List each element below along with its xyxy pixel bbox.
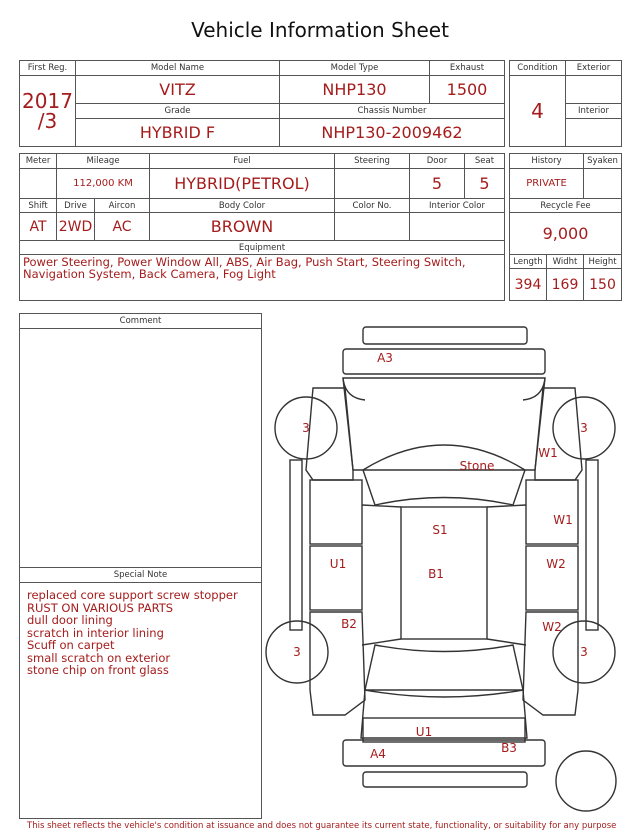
- steering-value: [335, 169, 410, 199]
- seat-label: Seat: [465, 154, 505, 169]
- interior-color-label: Interior Color: [410, 199, 505, 213]
- body-color-value: BROWN: [150, 213, 335, 241]
- fuel-label: Fuel: [150, 154, 335, 169]
- special-note-panel: [19, 567, 262, 819]
- tire-fl-grade: 3: [302, 421, 310, 435]
- special-note-list: [20, 583, 261, 683]
- first-reg-month: /3: [37, 109, 58, 133]
- spare-tire: [556, 751, 616, 811]
- door-label: Door: [410, 154, 465, 169]
- width-label: Widht: [547, 255, 584, 269]
- condition-table: [509, 60, 622, 147]
- chassis-label: Chassis Number: [280, 104, 505, 119]
- recycle-value: 9,000: [510, 213, 622, 255]
- damage-stone: Stone: [459, 459, 495, 473]
- car-damage-diagram: [265, 318, 640, 820]
- right-sill: [586, 460, 598, 630]
- left-rear-door: [310, 546, 362, 610]
- model-name-label: Model Name: [76, 61, 280, 76]
- left-rear-pillar-line: [362, 639, 401, 645]
- height-value: 150: [584, 269, 622, 301]
- right-front-door: [526, 480, 578, 544]
- first-reg-year: 2017: [22, 89, 73, 113]
- damage-u1-rear: U1: [415, 725, 433, 739]
- damage-w2-lower: W2: [542, 620, 562, 634]
- left-front-fender: [306, 388, 353, 480]
- grade-label: Grade: [76, 104, 280, 119]
- mileage-label: Mileage: [57, 154, 150, 169]
- model-type-value: NHP130: [280, 76, 430, 104]
- sheet-title: Vehicle Information Sheet: [191, 18, 449, 42]
- left-pillar-line: [362, 505, 401, 507]
- first-reg-value: [20, 76, 76, 147]
- tire-rr-grade: 3: [580, 645, 588, 659]
- condition-value: 4: [510, 76, 566, 147]
- vehicle-spec-table: [19, 153, 505, 301]
- damage-u1-left: U1: [329, 557, 347, 571]
- special-note-line: scratch in interior lining: [27, 625, 164, 640]
- color-no-value: [335, 213, 410, 241]
- comment-label: Comment: [20, 314, 261, 329]
- recycle-label: Recycle Fee: [510, 199, 622, 213]
- drive-value: 2WD: [57, 213, 95, 241]
- tire-fr-grade: 3: [580, 421, 588, 435]
- history-table: [509, 153, 622, 301]
- right-front-fender: [535, 388, 582, 480]
- aircon-label: Aircon: [95, 199, 150, 213]
- right-pillar-line: [487, 505, 526, 507]
- model-type-label: Model Type: [280, 61, 430, 76]
- hood-outline: [343, 378, 545, 470]
- aircon-value: AC: [95, 213, 150, 241]
- special-note-label: Special Note: [20, 568, 261, 583]
- tire-rl-grade: 3: [293, 645, 301, 659]
- vehicle-info-table: [19, 60, 505, 147]
- syaken-value: [584, 169, 622, 199]
- height-label: Height: [584, 255, 622, 269]
- exterior-value: [566, 76, 622, 104]
- special-note-line: dull door lining: [27, 613, 113, 627]
- interior-color-value: [410, 213, 505, 241]
- left-sill: [290, 460, 302, 630]
- damage-b1: B1: [428, 567, 444, 581]
- width-value: 169: [547, 269, 584, 301]
- syaken-label: Syaken: [584, 154, 622, 169]
- front-bumper-strip: [363, 327, 527, 344]
- rear-window: [365, 645, 523, 697]
- color-no-label: Color No.: [335, 199, 410, 213]
- special-note-line: small scratch on exterior: [27, 650, 171, 665]
- seat-value: 5: [465, 169, 505, 199]
- special-note-line: replaced core support screw stopper: [27, 588, 238, 602]
- damage-b2: B2: [341, 617, 357, 631]
- exhaust-value: 1500: [430, 76, 505, 104]
- condition-label: Condition: [510, 61, 566, 76]
- history-value: PRIVATE: [510, 169, 584, 199]
- special-note-line: RUST ON VARIOUS PARTS: [27, 600, 174, 615]
- front-bumper: [343, 349, 545, 374]
- shift-value: AT: [20, 213, 57, 241]
- door-value: 5: [410, 169, 465, 199]
- damage-w1-upper: W1: [538, 446, 558, 460]
- fuel-value: HYBRID(PETROL): [150, 169, 335, 199]
- meter-label: Meter: [20, 154, 57, 169]
- damage-a4: A4: [370, 747, 386, 761]
- damage-a3: A3: [377, 351, 393, 365]
- damage-s1: S1: [432, 523, 448, 537]
- body-color-label: Body Color: [150, 199, 335, 213]
- grade-value: HYBRID F: [76, 119, 280, 147]
- damage-w2-upper: W2: [546, 557, 566, 571]
- shift-label: Shift: [20, 199, 57, 213]
- exhaust-label: Exhaust: [430, 61, 505, 76]
- damage-b3: B3: [501, 741, 517, 755]
- history-label: History: [510, 154, 584, 169]
- windshield: [363, 445, 525, 505]
- special-note-line: Scuff on carpet: [27, 638, 115, 652]
- length-value: 394: [510, 269, 547, 301]
- model-name-value: VITZ: [76, 76, 280, 104]
- right-rear-pillar-line: [487, 639, 526, 645]
- steering-label: Steering: [335, 154, 410, 169]
- comment-panel: [19, 313, 262, 568]
- meter-value: [20, 169, 57, 199]
- disclaimer-footer: This sheet reflects the vehicle's condition at issuance and does not guarantee its current state, functionality, or suitability for any purpose: [27, 821, 617, 831]
- interior-value: [566, 119, 622, 147]
- equipment-label: Equipment: [20, 241, 505, 255]
- exterior-label: Exterior: [566, 61, 622, 76]
- interior-label: Interior: [566, 104, 622, 119]
- equipment-value: Power Steering, Power Window All, ABS, Air Bag, Push Start, Steering Switch, Navigation System, Back Camera, Fog Light: [20, 255, 505, 301]
- first-reg-label: First Reg.: [20, 61, 76, 76]
- special-note-line: stone chip on front glass: [27, 663, 169, 677]
- chassis-value: NHP130-2009462: [280, 119, 505, 147]
- length-label: Length: [510, 255, 547, 269]
- left-front-door: [310, 480, 362, 544]
- damage-w1-lower: W1: [553, 513, 573, 527]
- right-rear-door: [526, 546, 578, 610]
- mileage-value: 112,000 KM: [57, 169, 150, 199]
- rear-bumper-strip: [363, 772, 527, 787]
- drive-label: Drive: [57, 199, 95, 213]
